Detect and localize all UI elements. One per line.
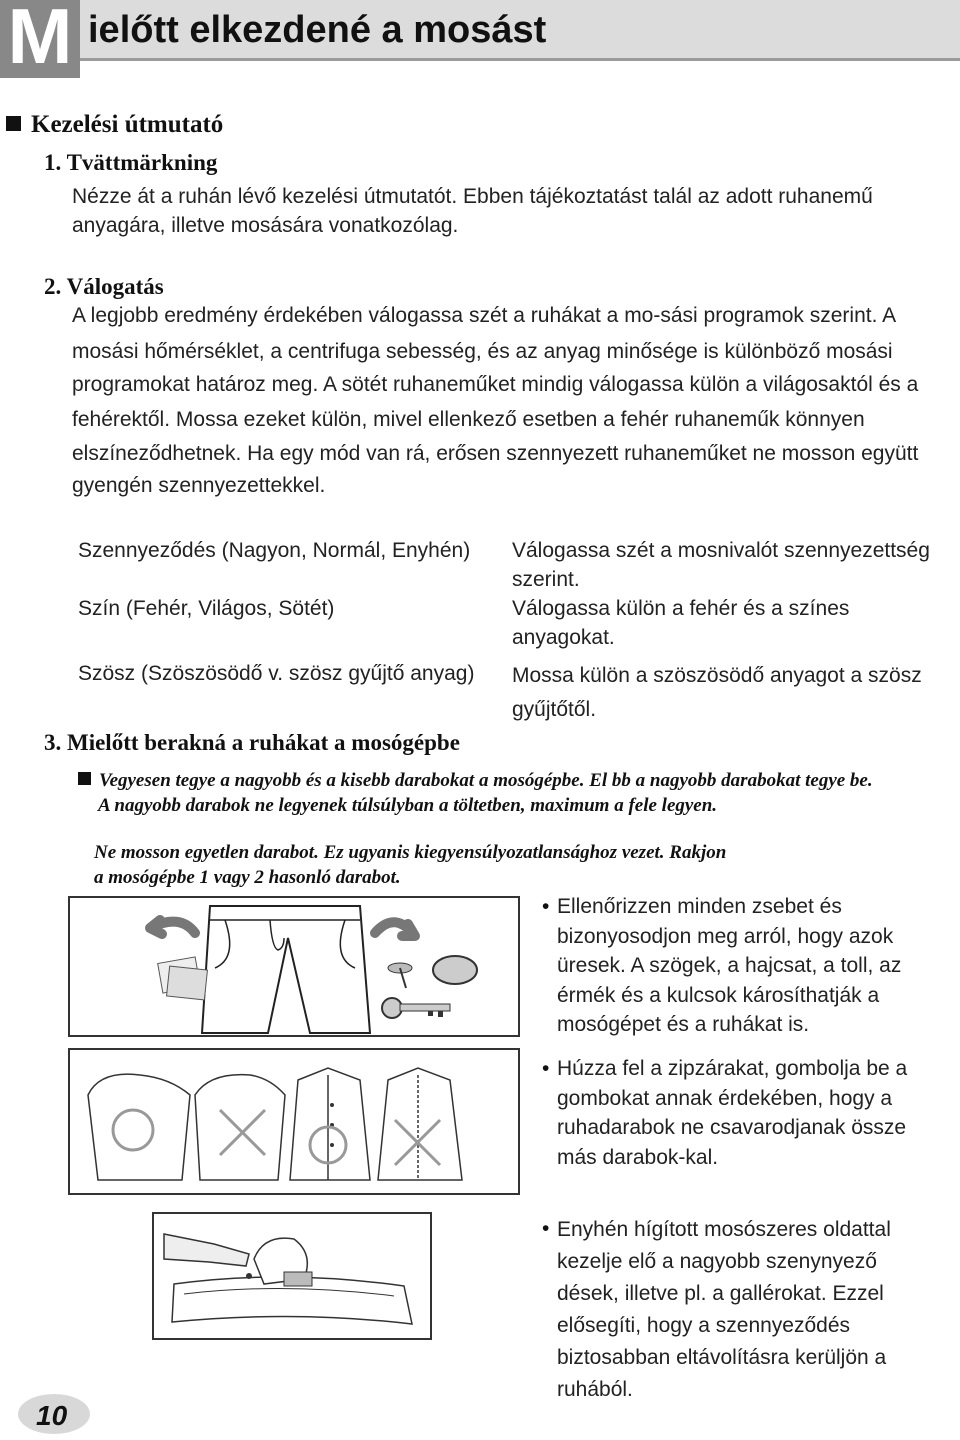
note-2-line: a mosógépbe 1 vagy 2 hasonló darabot. (94, 867, 401, 888)
bullet-line: dések, illetve pl. a gallérokat. Ezzel (557, 1282, 884, 1305)
bullet-icon: • (542, 895, 550, 918)
item-2-line: mosási hőmérséklet, a centrifuga sebesség, és az anyag minősége is különböző mosási (72, 340, 893, 363)
bullet-line: Ellenőrizzen minden zsebet és (557, 895, 842, 918)
item-1-line: anyagára, illetve mosására vonatkozólag. (72, 214, 459, 237)
bullet-line: bizonyosodjon meg arról, hogy azok (557, 924, 894, 948)
bullet-line: érmék és a kulcsok károsíthatják a (557, 983, 880, 1007)
square-bullet-icon (78, 772, 91, 785)
bullet-2-text (557, 1054, 947, 1172)
page-title: ielőtt elkezdené a mosást (88, 9, 547, 51)
bullet-icon: • (542, 1217, 550, 1240)
sort-row-desc-line: gyűjtőtől. (512, 698, 597, 721)
bullet-line: üresek. A szögek, a hajcsat, a toll, az (557, 954, 902, 977)
bullet-line: kezelje elő a nagyobb szenynyező (557, 1250, 877, 1273)
bullet-1-text (557, 892, 947, 1040)
item-2-line: A legjobb eredmény érdekében válogassa szét a ruhákat a mo-sási programok szerint. A (72, 304, 897, 327)
bullet-line: ruhából. (557, 1378, 633, 1401)
page-number: 10 (36, 1400, 68, 1431)
sort-row-desc-line: szerint. (512, 568, 580, 591)
bullet-line: ruhadarabok ne csavarodjanak össze (557, 1116, 907, 1139)
sort-row-label: Szösz (Szöszösödő v. szösz gyűjtő anyag) (78, 662, 475, 685)
bullet-line: Enyhén hígított mosószeres oldattal (557, 1218, 891, 1241)
sort-row-desc (512, 536, 960, 594)
sort-row-label: Szín (Fehér, Világos, Sötét) (78, 597, 335, 620)
item-2-heading: 2. Válogatás (44, 274, 164, 299)
note-1-line: Vegyesen tegye a nagyobb és a kisebb darabokat a mosógépbe. El bb a nagyobb darabokat tegye be. (99, 770, 873, 791)
bullet-icon: • (542, 1057, 550, 1080)
bullet-line: Húzza fel a zipzárakat, gombolja be a (557, 1057, 908, 1080)
item-2-line: fehérektől. Mossa ezeket külön, mivel ellenkező esetben a fehér ruhaneműk könnyen (72, 408, 865, 431)
sort-row-desc (512, 659, 960, 727)
bullet-line: gombokat annak érdekében, hogy a (557, 1086, 893, 1110)
item-3-heading: 3. Mielőtt berakná a ruhákat a mosógépbe (44, 730, 460, 755)
sort-row-desc-line: Mossa külön a szöszösödő anyagot a szösz (512, 664, 922, 687)
sort-row-desc (512, 594, 960, 652)
bullet-line: más darabok-kal. (557, 1145, 719, 1169)
bullet-line: biztosabban eltávolításra kerüljön a (557, 1346, 887, 1369)
note-1-line: A nagyobb darabok ne legyenek túlsúlyban a töltetben, maximum a fele legyen. (98, 795, 718, 816)
sort-row-label: Szennyeződés (Nagyon, Normál, Enyhén) (78, 539, 471, 562)
bullet-line: mosógépet és a ruhákat is. (557, 1013, 810, 1036)
item-2-line: elszíneződhetnek. Ha egy mód van rá, erősen szennyezett ruhaneműket ne mosson együtt (72, 442, 919, 465)
sort-row-desc-line: Válogassa külön a fehér és a színes (512, 597, 850, 620)
bullet-3-text (557, 1214, 947, 1406)
item-2-line: programokat határoz meg. A sötét ruhaneműket mindig válogassa külön a világosaktól és a (72, 373, 919, 396)
header-initial: M (7, 0, 73, 80)
item-2-line: gyengén szennyezettekkel. (72, 474, 326, 497)
pocket-check-illustration (68, 896, 520, 1037)
pretreat-illustration (152, 1212, 432, 1340)
note-1 (78, 768, 873, 818)
sort-row-desc-line: anyagokat. (512, 626, 615, 649)
item-1-line: Nézze át a ruhán lévő kezelési útmutatót. Ebben tájékoztatást talál az adott ruhanemű (72, 185, 873, 208)
square-bullet-icon (6, 116, 21, 131)
sort-row-desc-line: Válogassa szét a mosnivalót szennyezettség (512, 539, 930, 562)
bullet-line: elősegíti, hogy a szennyeződés (557, 1314, 851, 1337)
section-title-text: Kezelési útmutató (31, 111, 224, 138)
item-1-heading: 1. Tvättmärkning (44, 150, 218, 175)
note-2 (94, 840, 726, 890)
section-title (6, 110, 223, 140)
zipper-button-illustration (68, 1048, 520, 1195)
note-2-line: Ne mosson egyetlen darabot. Ez ugyanis kiegyensúlyozatlansághoz vezet. Rakjon (94, 842, 727, 863)
